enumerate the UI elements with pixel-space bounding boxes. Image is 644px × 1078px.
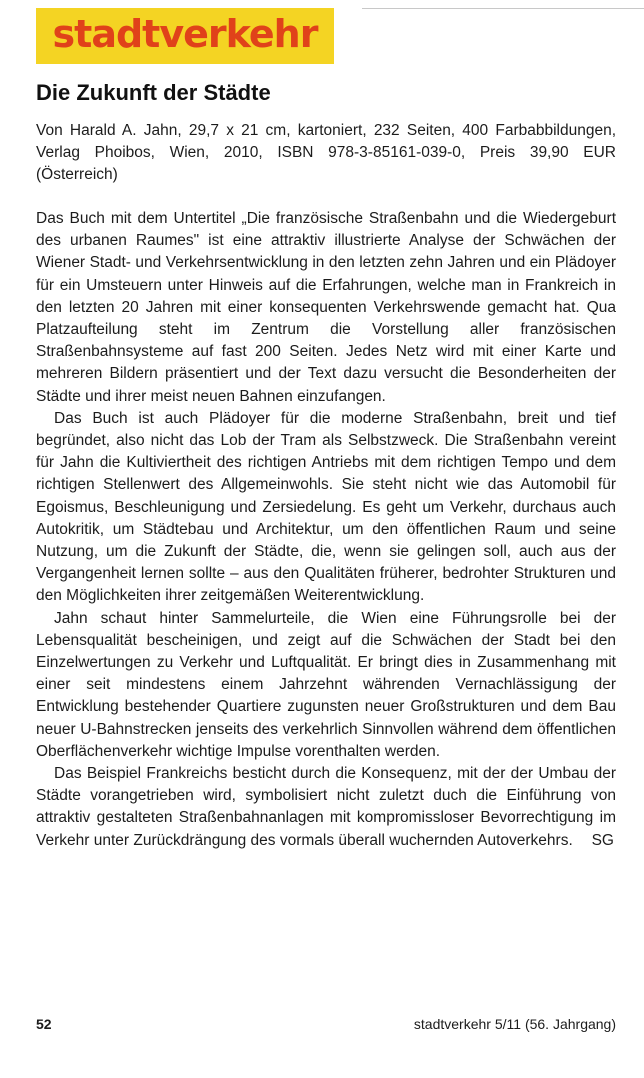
header-rule bbox=[362, 8, 644, 9]
article-body bbox=[36, 208, 616, 852]
bibliographic-info: Von Harald A. Jahn, 29,7 x 21 cm, kartoniert, 232 Seiten, 400 Farbabbildungen, Verlag Phoibos, Wien, 2010, ISBN 978-3-85161-039-0, Preis 39,90 EUR (Österreich) bbox=[36, 122, 616, 183]
paragraph-3: Jahn schaut hinter Sammelurteile, die Wien eine Führungsrolle bei der Lebensqualität bescheinigen, und zeigt auf die Schwächen der Stadt bei den Einzelwertungen zu Verkehr und Luftqualität. Er bringt dies in Zusammenhang mit einer seit mindestens einem Jahrzehnt währenden Vernachlässigung der Entwicklung bestehender Quartiere zugunsten neuer Großstrukturen und dem Bau neuer U-Bahnstrecken jenseits des verkehrlich Sinnvollen während dem öffentlichen Oberflächenverkehr wichtige Impulse vorenthalten werden. bbox=[36, 609, 616, 760]
paragraph-4-text: Das Beispiel Frankreichs besticht durch die Konsequenz, mit der der Umbau der Städte vorangetrieben wird, symbolisiert nicht zuletzt duch die Einführung von attraktiv gestalteten Straßenbahnanlagen mit kompromissloser Bevorrechtigung im Verkehr unter Zurückdrängung des vormals überall wuchernden Autoverkehrs. bbox=[36, 765, 616, 849]
paragraph-4 bbox=[36, 763, 616, 852]
stadtverkehr-logo bbox=[36, 8, 334, 64]
paragraph-1: Das Buch mit dem Untertitel „Die französische Straßenbahn und die Wiedergeburt des urbanen Raumes" ist eine attraktiv illustrierte Analyse der Schwächen der Wiener Stadt- und Verkehrsentwicklung in den letzten zehn Jahren und ein Plädoyer für ein Umsteuern unter Hinweis auf die Erfahrungen, welche man in Frankreich in den letzten 20 Jahren mit einer konsequenten Verkehrswende gemacht hat. Qua Platzaufteilung steht im Zentrum die Vorstellung aller französischen Straßenbahnsysteme auf fast 200 Seiten. Jedes Netz wird mit einer Karte und mehreren Bildern präsentiert und der Text dazu versucht die Besonderheiten der Städte und ihrer meist neuen Bahnen einzufangen. bbox=[36, 210, 616, 405]
issue-info: stadtverkehr 5/11 (56. Jahrgang) bbox=[413, 1016, 616, 1032]
paragraph-2: Das Buch ist auch Plädoyer für die moderne Straßenbahn, breit und tief begründet, also nicht das Lob der Tram als Selbstzweck. Die Straßenbahn vereint für Jahn die Kultiviertheit des richtigen Antriebs mit dem richtigen Tempo und dem richtigen Stellenwert des Allgemeinwohls. Sie steht nicht wie das Automobil für Egoismus, Beschleunigung und Zersiedelung. Es geht um Verkehr, durchaus auch Autokritik, um Städtebau und Architektur, um den öffentlichen Raum und seine Nutzung, um die Zukunft der Städte, die, wenn sie gelingen soll, auch aus der Vergangenheit lernen sollte – aus den Qualitäten früherer, bedrohter Strukturen und den Möglichkeiten ihrer zeitgemäßen Weiterentwicklung. bbox=[36, 409, 616, 605]
article-title: Die Zukunft der Städte bbox=[36, 80, 271, 105]
logo-text: stadtverkehr bbox=[52, 12, 318, 56]
author-signature: SG bbox=[591, 831, 614, 849]
page-number: 52 bbox=[36, 1016, 52, 1032]
